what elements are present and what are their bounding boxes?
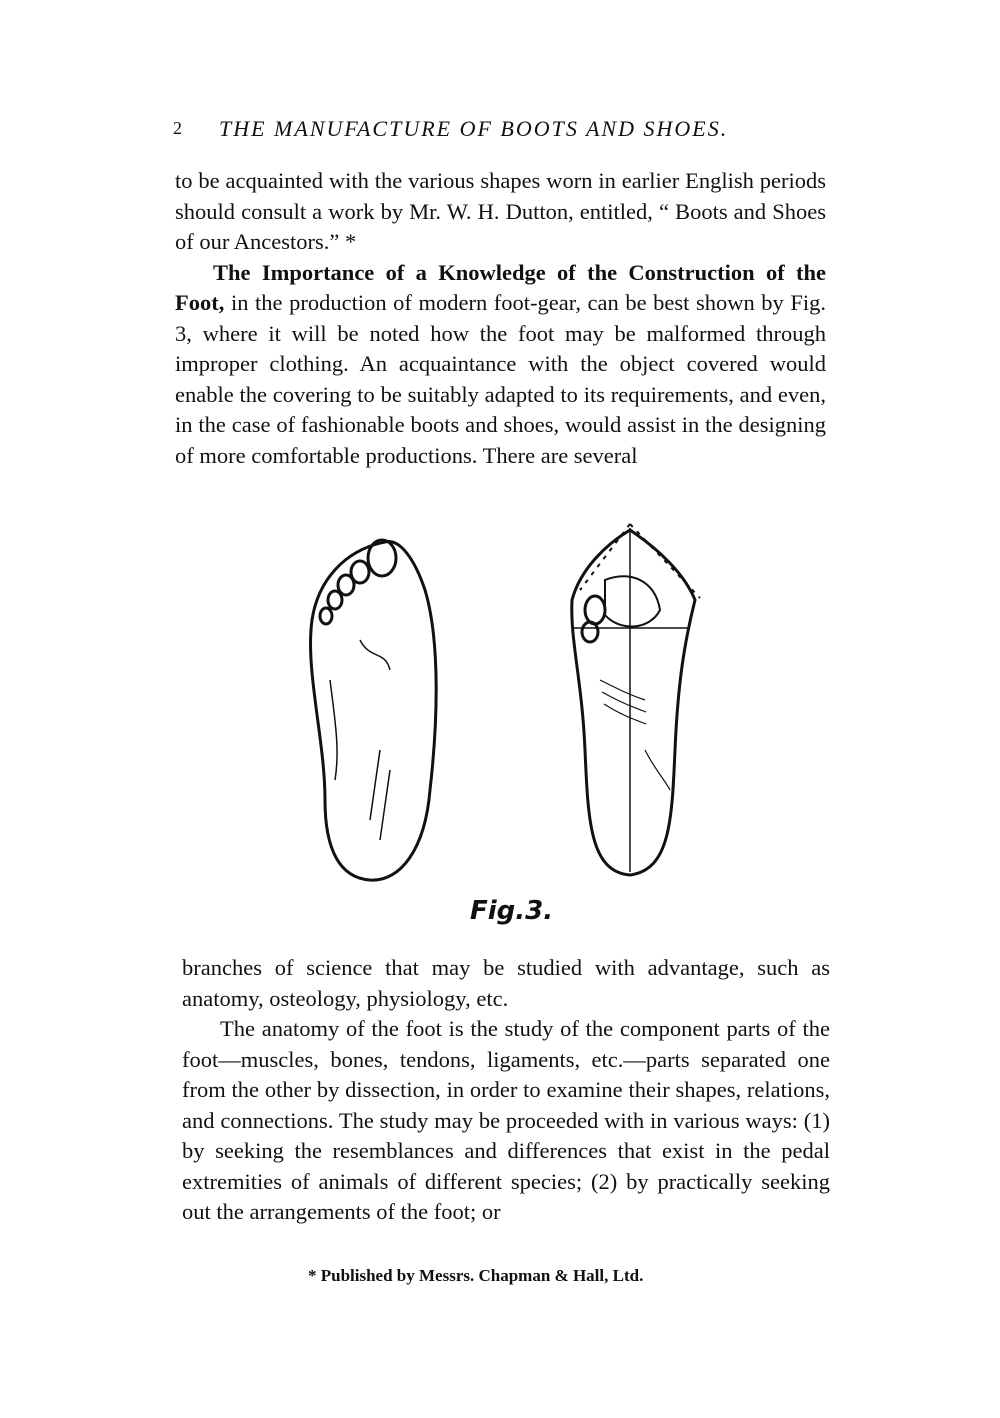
running-title: THE MANUFACTURE OF BOOTS AND SHOES. xyxy=(219,116,729,141)
big-toe xyxy=(368,540,396,576)
paragraph-continuation: branches of science that may be studied with advantage, such as anatomy, osteology, physiology, etc. xyxy=(182,955,830,1011)
sole-crease xyxy=(602,692,646,712)
crushed-toe xyxy=(585,596,605,624)
normal-foot-drawing xyxy=(311,540,437,880)
sole-crease xyxy=(604,704,646,724)
toe-5 xyxy=(320,608,332,624)
malformed-foot-drawing xyxy=(572,524,700,875)
foot-illustration xyxy=(290,520,710,892)
page-header xyxy=(173,116,833,146)
footnote: * Published by Messrs. Chapman & Hall, Ltd. xyxy=(308,1266,644,1285)
toe-4 xyxy=(328,591,342,609)
paragraph-heading: The Importance of a Knowledge of the Construction of the Foot, xyxy=(175,259,826,315)
sole-crease xyxy=(380,770,390,840)
body-text-top xyxy=(175,166,826,471)
paragraph-importance xyxy=(175,258,826,472)
sole-crease xyxy=(360,640,390,670)
sole-crease xyxy=(645,750,670,790)
toe-mass xyxy=(605,576,660,626)
sole-crease xyxy=(370,750,380,820)
sole-crease xyxy=(330,680,337,780)
sole-crease xyxy=(600,680,645,700)
malformed-foot-outline xyxy=(572,530,695,875)
paragraph-anatomy: The anatomy of the foot is the study of the component parts of the foot—muscles, bones, tendons, ligaments, etc.—parts separated one from the other by dissection, in order to examine their shapes, relations, and connections. The study may be proceeded with in various ways: (1) by seeking the resemblances and differences that exist in the pedal extremities of animals of different species; (2) by practically seeking out the arrangements of the foot; or xyxy=(182,1016,830,1224)
crushed-toe xyxy=(582,622,598,642)
body-text-bottom xyxy=(182,953,830,1228)
page-number: 2 xyxy=(173,118,183,138)
paragraph-continuation: to be acquainted with the various shapes worn in earlier English periods should consult a work by Mr. W. H. Dutton, entitled, “ Boots and Shoes of our Ancestors.” * xyxy=(175,168,826,254)
paragraph-body: in the production of modern foot-gear, can be best shown by Fig. 3, where it will be noted how the foot may be malformed through improper clothing. An acquaintance with the object covered would enable the covering to be suitably adapted to its requirements, and even, in the case of fashionable boots and shoes, would assist in the designing of more comfortable productions. There are several xyxy=(175,290,826,468)
figure-caption: Fig.3. xyxy=(470,896,554,926)
foot-sketch-svg xyxy=(290,520,710,892)
